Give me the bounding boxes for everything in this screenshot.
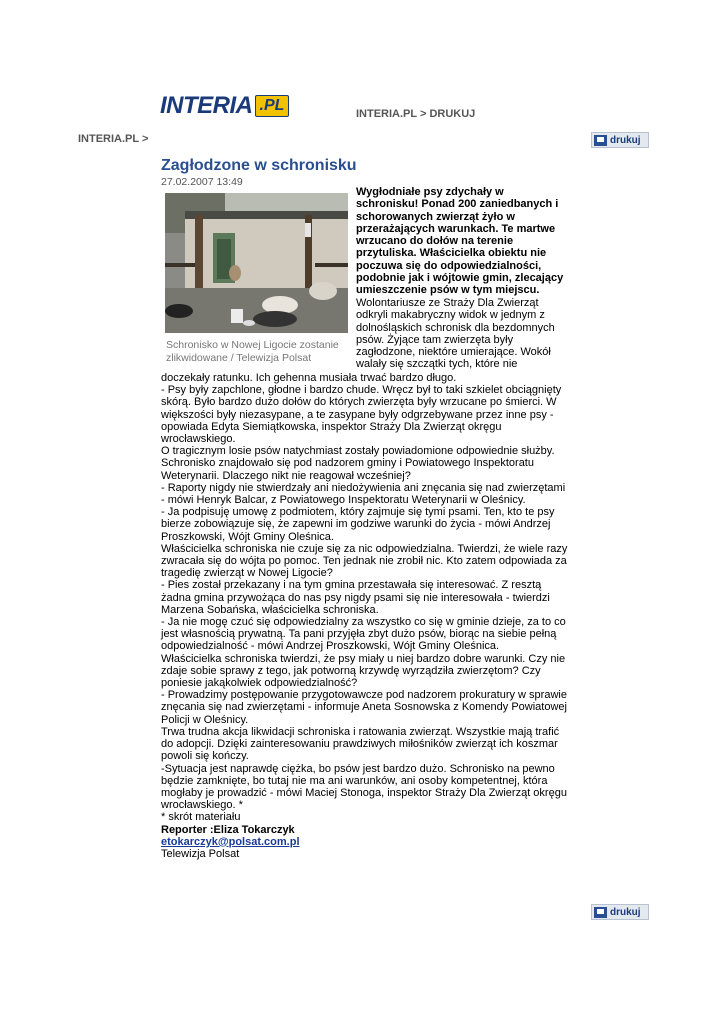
print-button-top[interactable] <box>591 132 649 148</box>
breadcrumb-left[interactable]: INTERIA.PL > <box>78 133 149 145</box>
interia-logo[interactable] <box>160 93 289 119</box>
source-line: Telewizja Polsat <box>161 847 240 860</box>
print-button-bottom[interactable] <box>591 904 649 920</box>
paragraph: Właścicielka schroniska nie czuje się za nic odpowiedzialna. Twierdzi, że wiele razy zwracała się do wójta po pomoc. Ten jednak nie zrobił nic. Kto zatem odpowiada za tragedię zwierząt w Nowej Ligocie? <box>161 542 568 580</box>
paragraph: O tragicznym losie psów natychmiast zostały powiadomione odpowiednie służby. Schronisko znajdowało się pod nadzorem gminy i Powiatowego Inspektoratu Weterynarii. Dlaczego nikt nie reagował wcześniej? <box>161 445 555 482</box>
paragraph: - Ja podpisuję umowę z podmiotem, który zajmuje się tymi psami. Ten, kto te psy bierze zobowiązuje się, że zapewni im godziwe warunki do życia - mówi Andrzej Proszkowski, Wójt Gminy Oleśnica. <box>161 506 555 543</box>
logo-text: INTERIA <box>160 92 253 119</box>
reporter-line: Reporter :Eliza Tokarczyk <box>161 823 295 836</box>
print-label: drukuj <box>610 134 641 146</box>
breadcrumb-top[interactable]: INTERIA.PL > DRUKUJ <box>356 108 476 120</box>
print-label: drukuj <box>610 906 641 918</box>
article-date: 27.02.2007 13:49 <box>161 176 243 188</box>
print-icon <box>594 907 607 918</box>
paragraph: Trwa trudna akcja likwidacji schroniska i ratowania zwierząt. Wszystkie mają trafić do adopcji. Dzięki zainteresowaniu prawdziwych miłośników zwierząt ich koszmar powoli się kończy. <box>161 725 560 763</box>
article-intro: Wolontariusze ze Straży Dla Zwierząt odkryli makabryczny widok w jednym z dolnośląskich schronisk dla bezdomnych psów. Żyjące tam zwierzęta były zagłodzone, niektóre umierające. Wokół walały się szczątki tych, które nie <box>356 297 555 371</box>
reporter-email-link[interactable]: etokarczyk@polsat.com.pl <box>161 835 300 848</box>
paragraph: - Psy były zapchlone, głodne i bardzo chude. Wręcz był to taki szkielet obciągnięty skórą. Było bardzo dużo dołów do których zwierzęta były wrzucane po śmierci. W większości były niezasypane, a te zasypane były odgrzebywane przez inne psy - opowiada Edyta Siemiątkowska, inspektor Straży Dla Zwierząt okręgu wrocławskiego. <box>161 384 562 446</box>
photo-caption: Schronisko w Nowej Ligocie zostanie zlikwidowane / Telewizja Polsat <box>166 339 339 364</box>
paragraph: - Prowadzimy postępowanie przygotowawcze pod nadzorem prokuratury w sprawie znęcania się nad zwierzętami - informuje Aneta Sosnowska z Komendy Powiatowej Policji w Oleśnicy. <box>161 689 567 726</box>
paragraph: -Sytuacja jest naprawdę ciężka, bo psów jest bardzo dużo. Schronisko na pewno będzie zamknięte, bo tutaj nie ma ani warunków, ani osoby kompetentnej, która mogłaby je prowadzić - mówi Maciej Stonoga, inspektor Straży Dla Zwierząt okręgu wrocławskiego. * <box>161 762 567 812</box>
paragraph: - Pies został przekazany i na tym gmina przestawała się interesować. Z resztą żadna gmina przywożąca do nas psy nigdy psami się nie interesowała - twierdzi Marzena Sobańska, właścicielka schroniska. <box>161 579 550 616</box>
article-photo <box>165 193 348 333</box>
paragraph: - Raporty nigdy nie stwierdzały ani niedożywienia ani znęcania się nad zwierzętami - mówi Henryk Balcar, z Powiatowego Inspektoratu Weterynarii w Oleśnicy. <box>161 481 566 507</box>
paragraph: doczekały ratunku. Ich gehenna musiała trwać bardzo długo. <box>161 372 457 384</box>
paragraph: * skrót materiału <box>161 811 241 824</box>
paragraph: - Ja nie mogę czuć się odpowiedzialny za wszystko co się w gminie dzieje, za to co jest własnością prywatną. Ta pani przyjęła zbyt dużo psów, biorąc na siebie pełną odpowiedzialność - mówi Andrzej Proszkowski, Wójt Gminy Oleśnica. <box>161 616 566 653</box>
article-title: Zagłodzone w schronisku <box>161 157 357 174</box>
print-icon <box>594 135 607 146</box>
paragraph: Właścicielka schroniska twierdzi, że psy miały u niej bardzo dobre warunki. Czy nie zdaje sobie sprawy z tego, jak potworną krzywdę wyrządziła zwierzętom? Czy poniesie jakąkolwiek odpowiedzialność? <box>161 652 566 690</box>
article-lead: Wygłodniałe psy zdychały w schronisku! Ponad 200 zaniedbanych i schorowanych zwierząt żyło w przerażających warunkach. Te martwe wrzucano do dołów na terenie przytuliska. Właścicielka obiektu nie poczuwa się do odpowiedzialności, podobnie jak i wójtowie gmin, zlecający umieszczenie psów w tym miejscu. <box>356 186 564 297</box>
logo-suffix: .PL <box>255 95 290 117</box>
article-body <box>161 372 571 860</box>
